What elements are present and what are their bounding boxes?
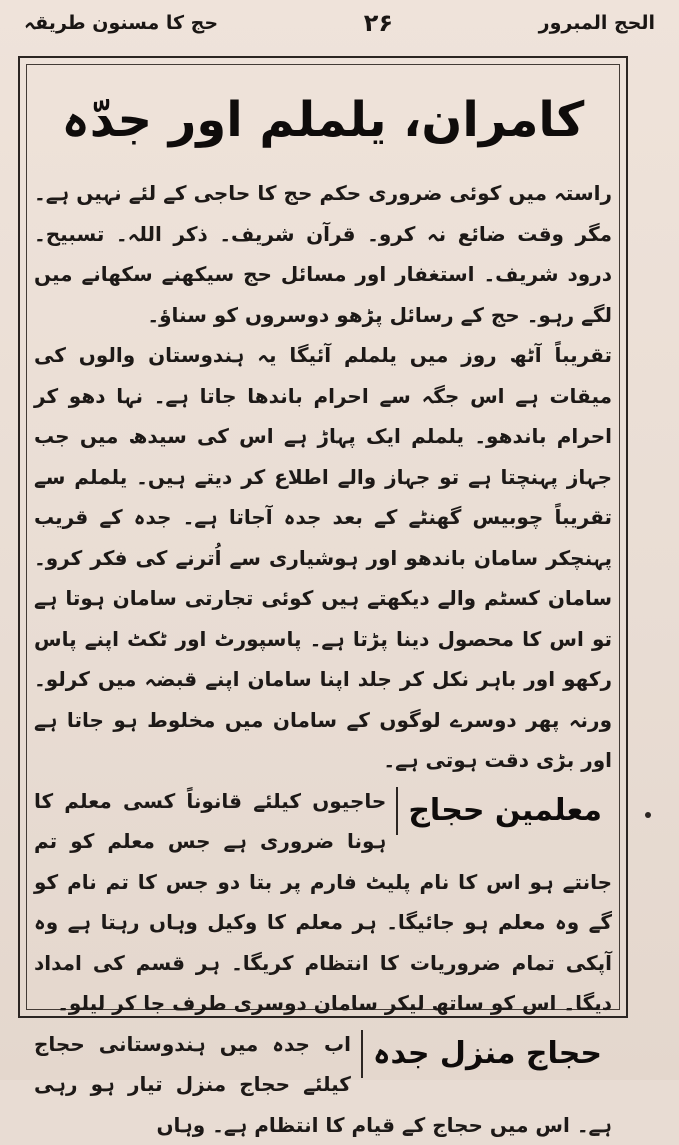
side-heading-manzil: حجاج منزل جدہ: [361, 1030, 612, 1078]
ink-dot: [645, 812, 651, 818]
book-title: الحج المبرور: [539, 12, 655, 34]
section-title: حج کا مسنون طریقہ: [24, 12, 218, 34]
paragraph-yalamlam-jeddah: تقریباً آٹھ روز میں یلملم آئیگا یہ ہندوستان والوں کی میقات ہے اس جگہ سے احرام باندھا جاتا ہے۔ نہا دھو کر احرام باندھو۔ یلملم ایک پہاڑ ہے اس کی سیدھ میں جب جہاز پہنچتا ہے تو جہاز والے اطلاع کر دیتے ہیں۔ یلملم سے تقریباً چوبیس گھنٹے کے بعد جدہ آجاتا ہے۔ جدہ کے قریب پہنچکر سامان باندھو اور ہوشیاری سے اُترنے کی فکر کرو۔ سامان کسٹم والے دیکھتے ہیں کوئی تجارتی سامان ہوتا ہے تو اس کا محصول دینا پڑتا ہے۔ پاسپورٹ اور ٹکٹ اپنے پاس رکھو اور باہر نکل کر جلد اپنا سامان اپنے قبضہ میں کرلو۔ ورنہ پھر دوسرے لوگوں کے سامان میں مخلوط ہو جاتا ہے اور بڑی دقت ہوتی ہے۔: [34, 335, 612, 781]
page-number: ۲۶: [364, 9, 393, 37]
section-manzil-text: اب جدہ میں ہندوستانی حجاج کیلئے حجاج منزل تیار ہو رہی ہے۔ اس میں حجاج کے قیام کا انتظام ہے۔ وہاں: [34, 1032, 612, 1137]
running-header: [24, 6, 655, 40]
section-manzil: [34, 1024, 612, 1145]
paragraph-travel: راستہ میں کوئی ضروری حکم حج کا حاجی کے لئے نہیں ہے۔ مگر وقت ضائع نہ کرو۔ قرآن شریف۔ ذکر اللہ۔ تسبیح۔ درود شریف۔ استغفار اور مسائل حج سیکھنے سکھانے میں لگے رہو۔ حج کے رسائل پڑھو دوسروں کو سناؤ۔: [34, 173, 612, 335]
section-mualimeen-text: حاجیوں کیلئے قانوناً کسی معلم کا ہونا ضروری ہے جس معلم کو تم جانتے ہو اس کا نام پلیٹ فارم پر بتا دو جس کا تم نام کو گے وہ معلم ہو جائیگا۔ ہر معلم کا وکیل وہاں رہتا ہے وہ آپکی تمام ضروریات کا انتظام کریگا۔ ہر قسم کی امداد دیگا۔ اس کو ساتھ لیکر سامان دوسری طرف جا کر لیلو۔: [34, 789, 612, 1016]
chapter-title: کامران، یلملم اور جدّہ: [60, 76, 586, 164]
body-text: [34, 173, 612, 1145]
text-frame: [18, 56, 628, 1018]
section-mualimeen: [34, 781, 612, 1024]
page-margin: [0, 56, 16, 1018]
side-heading-mualimeen: معلمین حجاج: [396, 787, 612, 835]
